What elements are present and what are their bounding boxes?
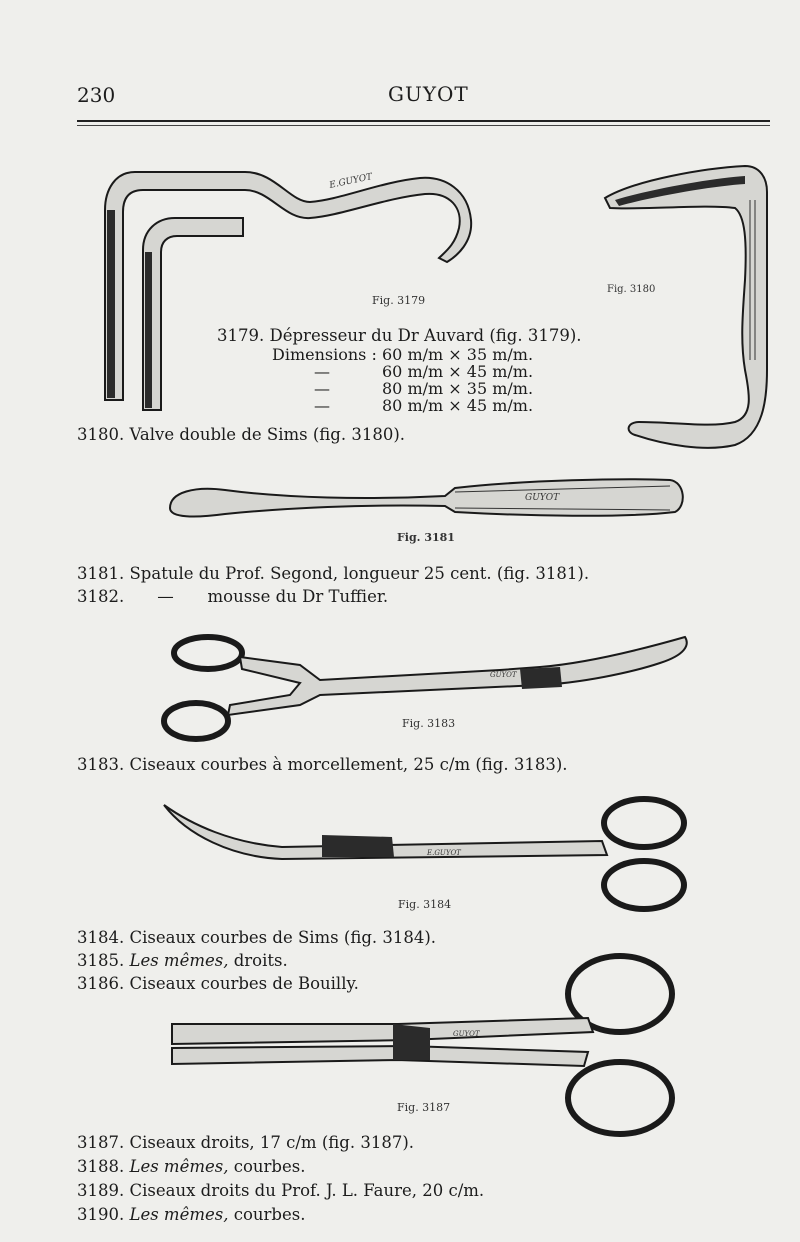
entry-3183 xyxy=(77,755,568,774)
entry-italic: Les mêmes, xyxy=(129,951,229,970)
entry-text: Dépresseur du Dr Auvard (fig. 3179). xyxy=(269,326,582,345)
header-rule xyxy=(77,120,770,122)
entry-number: 3186. xyxy=(77,974,125,993)
entry-text: courbes. xyxy=(233,1205,306,1224)
entry-3188 xyxy=(77,1157,305,1176)
spatula-illustration xyxy=(165,470,690,530)
entry-3187 xyxy=(77,1133,414,1152)
scissors-3184-engraving: E.GUYOT xyxy=(427,849,461,857)
depressor-engraving: E.GUYOT xyxy=(328,172,374,191)
sims-scissors-illustration xyxy=(162,795,692,915)
entry-text: Valve double de Sims (fig. 3180). xyxy=(129,425,405,444)
entry-3184 xyxy=(77,928,436,947)
entry-number: 3189. xyxy=(77,1181,125,1200)
entry-3179 xyxy=(217,326,582,345)
entry-text: mousse du Dr Tuffier. xyxy=(207,587,389,606)
dimensions-label: Dimensions : xyxy=(272,345,377,364)
sims-valve-illustration xyxy=(595,160,775,455)
fig-3179-caption: Fig. 3179 xyxy=(372,294,426,307)
spatula-engraving: GUYOT xyxy=(525,493,560,503)
page-number: 230 xyxy=(77,83,116,107)
entry-number: 3187. xyxy=(77,1133,125,1152)
entry-dash: — xyxy=(157,587,174,606)
dimension-1: 60 m/m × 35 m/m. xyxy=(382,345,534,364)
entry-3181 xyxy=(77,564,589,583)
entry-text: Spatule du Prof. Segond, longueur 25 cent. (fig. 3181). xyxy=(129,564,590,583)
header-rule-thin xyxy=(77,125,770,126)
dimension-3: 80 m/m × 35 m/m. xyxy=(382,379,534,398)
fig-3181-caption: Fig. 3181 xyxy=(397,531,455,544)
page-title: GUYOT xyxy=(388,82,469,106)
entry-3190 xyxy=(77,1205,305,1224)
entry-3180 xyxy=(77,425,405,444)
entry-text: Ciseaux courbes de Bouilly. xyxy=(129,974,359,993)
scissors-3187-engraving: GUYOT xyxy=(453,1030,480,1038)
dimension-2: 60 m/m × 45 m/m. xyxy=(382,362,534,381)
fig-3187-caption: Fig. 3187 xyxy=(397,1101,451,1114)
entry-number: 3183. xyxy=(77,755,125,774)
dimension-dash-4: — xyxy=(314,396,330,415)
entry-italic: Les mêmes, xyxy=(129,1205,229,1224)
entry-number: 3179. xyxy=(217,326,265,345)
entry-text: Ciseaux droits, 17 c/m (fig. 3187). xyxy=(129,1133,414,1152)
entry-number: 3184. xyxy=(77,928,125,947)
fig-3183-caption: Fig. 3183 xyxy=(402,717,456,730)
entry-number: 3182. xyxy=(77,587,125,606)
entry-text: courbes. xyxy=(233,1157,306,1176)
entry-number: 3188. xyxy=(77,1157,125,1176)
entry-italic: Les mêmes, xyxy=(129,1157,229,1176)
entry-number: 3185. xyxy=(77,951,125,970)
entry-number: 3190. xyxy=(77,1205,125,1224)
entry-text: droits. xyxy=(233,951,288,970)
fig-3184-caption: Fig. 3184 xyxy=(398,898,452,911)
entry-number: 3181. xyxy=(77,564,125,583)
morcellement-scissors-illustration xyxy=(160,625,695,750)
entry-number: 3180. xyxy=(77,425,125,444)
entry-3182 xyxy=(77,587,388,606)
dimension-dash-3: — xyxy=(314,379,330,398)
scissors-3183-engraving: GUYOT xyxy=(490,671,517,679)
fig-3180-caption: Fig. 3180 xyxy=(607,284,656,295)
entry-text: Ciseaux droits du Prof. J. L. Faure, 20 c/m. xyxy=(129,1181,485,1200)
entry-3189 xyxy=(77,1181,484,1200)
dimension-4: 80 m/m × 45 m/m. xyxy=(382,396,534,415)
entry-text: Ciseaux courbes de Sims (fig. 3184). xyxy=(129,928,437,947)
dimension-dash-2: — xyxy=(314,362,330,381)
entry-text: Ciseaux courbes à morcellement, 25 c/m (fig. 3183). xyxy=(129,755,568,774)
